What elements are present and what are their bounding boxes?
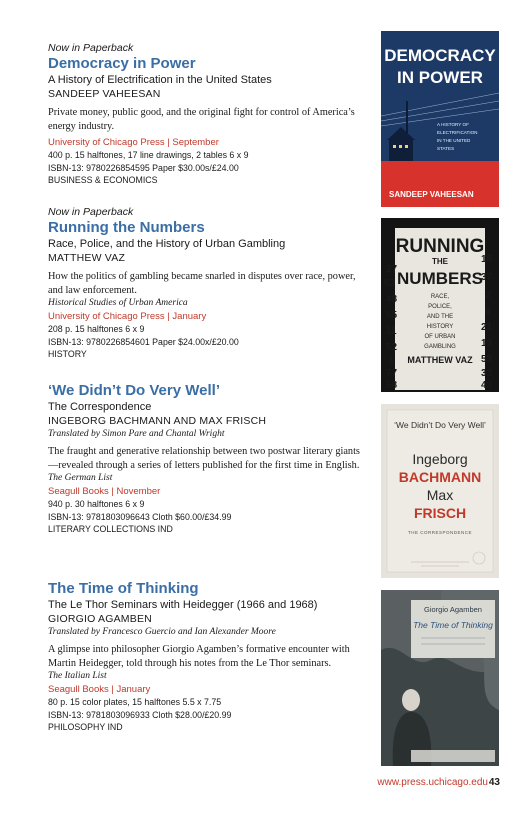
translator-credit: Translated by Francesco Guercio and Ian Alexander Moore — [48, 627, 276, 637]
cover-name-2: BACHMANN — [398, 469, 482, 485]
isbn-line: ISBN-13: 9781803096933 Cloth $28.00/£20.99 — [48, 709, 232, 720]
book-author: INGEBORG BACHMANN AND MAX FRISCH — [48, 415, 267, 427]
cover-subtitle-2: POLICE, — [428, 304, 452, 310]
cover-number: 19 — [481, 338, 493, 349]
cover-title-3: NUMBERS — [397, 269, 483, 288]
cover-number: 43 — [481, 380, 493, 391]
book-description: Private money, public good, and the original fight for control of America’s energy industry. — [48, 107, 355, 132]
cover-number: 21 — [481, 322, 493, 333]
cover-number: 6 — [485, 306, 491, 317]
book-entry-running-the-numbers — [48, 206, 368, 361]
cover-number: 77 — [386, 368, 398, 379]
cover-subtitle-4: HISTORY — [426, 324, 454, 330]
publisher-line: University of Chicago Press | January — [48, 311, 207, 322]
house-icon — [389, 139, 413, 161]
specs-line: 400 p. 15 halftones, 17 line drawings, 2 tables 6 x 9 — [48, 150, 249, 160]
cover-number: 48 — [386, 294, 398, 305]
publisher-line: University of Chicago Press | September — [48, 137, 219, 148]
cover-title-2: THE — [432, 257, 448, 266]
isbn-line: ISBN-13: 9780226854595 Paper $30.00s/£24.00 — [48, 162, 239, 173]
cover-subtitle-1: RACE, — [430, 294, 450, 300]
series-name: The Italian List — [48, 671, 107, 681]
cover-author: SANDEEP VAHEESAN — [389, 190, 474, 199]
book-subtitle: The Correspondence — [48, 401, 152, 413]
isbn-line: ISBN-13: 9780226854601 Paper $24.00x/£20.00 — [48, 336, 239, 347]
book-entry-democracy-in-power — [48, 42, 368, 187]
cover-subtitle-4: STATES — [437, 146, 455, 151]
specs-line: 940 p. 30 halftones 6 x 9 — [48, 499, 145, 509]
cover-number: 58 — [386, 380, 398, 391]
cover-red-band — [381, 161, 499, 207]
specs-line: 80 p. 15 color plates, 15 halftones 5.5 x 7.75 — [48, 697, 222, 707]
book-subtitle: The Le Thor Seminars with Heidegger (1966 and 1968) — [48, 599, 318, 611]
book-subtitle: Race, Police, and the History of Urban Gambling — [48, 238, 286, 250]
cover-number: 11 — [386, 326, 397, 337]
category-label: HISTORY — [48, 349, 87, 359]
page-number: 43 — [488, 777, 500, 788]
series-name: The German List — [48, 473, 113, 483]
book-entry-we-didnt-do-very-well — [48, 382, 368, 536]
book-title: ‘We Didn’t Do Very Well’ — [48, 382, 220, 399]
cover-number: 4 — [388, 356, 394, 367]
cover-subtitle-2: ELECTRIFICATION — [437, 130, 478, 135]
book-author: MATTHEW VAZ — [48, 252, 126, 264]
book-entry-time-of-thinking — [48, 580, 368, 734]
category-label: LITERARY COLLECTIONS IND — [48, 524, 173, 534]
cover-subtitle-6: GAMBLING — [424, 344, 456, 350]
cover-name-1: Ingeborg — [412, 451, 468, 467]
cover-subtitle: THE CORRESPONDENCE — [407, 530, 473, 535]
book-author: SANDEEP VAHEESAN — [48, 88, 161, 100]
book-title: Democracy in Power — [48, 55, 196, 72]
cover-name-4: FRISCH — [413, 505, 467, 521]
cover-time-of-thinking — [381, 590, 499, 766]
cover-number: 52 — [386, 342, 398, 353]
category-label: PHILOSOPHY IND — [48, 722, 123, 732]
kicker: Now in Paperback — [48, 42, 134, 54]
book-description: The fraught and generative relationship between two postwar literary giants—revealed through a series of letters published for the first time in English. — [48, 446, 360, 471]
publisher-line: Seagull Books | January — [48, 684, 151, 695]
category-label: BUSINESS & ECONOMICS — [48, 175, 158, 185]
cover-democracy-in-power — [381, 31, 499, 207]
cover-number: 33 — [481, 368, 493, 379]
book-subtitle: A History of Electrification in the United States — [48, 74, 272, 86]
cover-number: 18 — [481, 254, 493, 265]
book-description: A glimpse into philosopher Giorgio Agamben’s formative encounter with Martin Heidegger, told through his notes from the Le Thor seminars. — [48, 644, 350, 669]
cover-subtitle-3: AND THE — [426, 314, 454, 320]
isbn-line: ISBN-13: 9781803096643 Cloth $60.00/£34.99 — [48, 511, 232, 522]
book-author: GIORGIO AGAMBEN — [48, 613, 152, 625]
cover-number: 2 — [485, 290, 491, 301]
kicker: Now in Paperback — [48, 206, 134, 218]
footer-url[interactable]: www.press.uchicago.edu — [377, 777, 488, 788]
cover-number: 27 — [386, 264, 398, 275]
cover-author: Giorgio Agamben — [424, 605, 482, 614]
cover-number: 65 — [386, 310, 398, 321]
cover-author: MATTHEW VAZ — [407, 355, 473, 365]
book-description: How the politics of gambling became snarled in disputes over race, power, and law enforcement. — [48, 271, 356, 296]
cover-number: 53 — [481, 354, 493, 365]
cover-subtitle-1: A HISTORY OF — [437, 122, 469, 127]
cover-title-line-1: DEMOCRACY — [384, 46, 496, 65]
cover-subtitle-3: IN THE UNITED — [437, 138, 471, 143]
cover-running-the-numbers — [381, 218, 499, 392]
cover-title: The Time of Thinking — [413, 620, 493, 630]
cover-we-didnt-do-very-well — [381, 404, 499, 578]
cover-number: 37 — [481, 272, 493, 283]
publisher-line: Seagull Books | November — [48, 486, 161, 497]
series-name: Historical Studies of Urban America — [48, 298, 188, 308]
cover-title-1: RUNNING — [395, 236, 485, 257]
translator-credit: Translated by Simon Pare and Chantal Wright — [48, 429, 225, 439]
cover-subtitle-5: OF URBAN — [424, 334, 456, 340]
cover-number: 63 — [384, 278, 396, 289]
cover-name-3: Max — [426, 487, 454, 503]
cover-quote-title: ‘We Didn’t Do Very Well’ — [394, 420, 486, 430]
cover-title-line-2: IN POWER — [397, 68, 483, 87]
figure-head — [402, 689, 420, 711]
book-title: The Time of Thinking — [48, 580, 199, 597]
specs-line: 208 p. 15 halftones 6 x 9 — [48, 324, 145, 334]
book-title: Running the Numbers — [48, 219, 205, 236]
